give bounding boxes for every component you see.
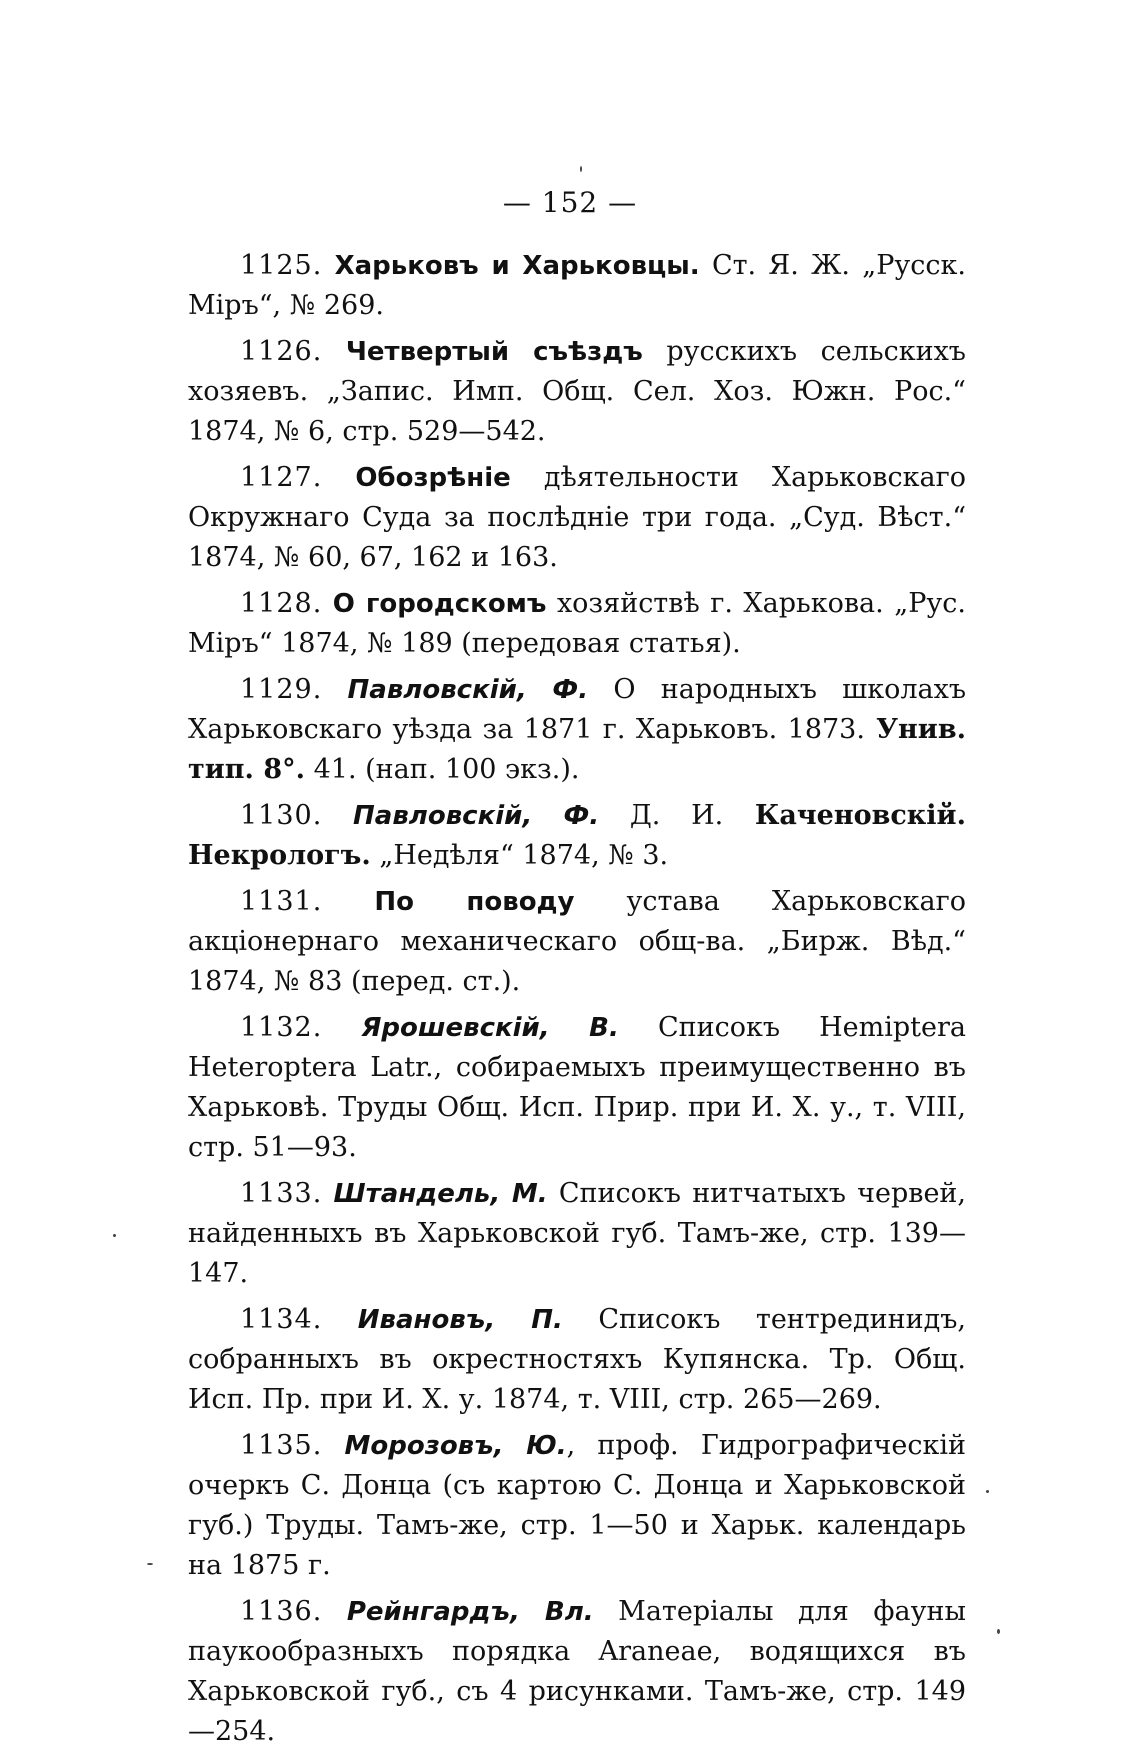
entry-author: Ивановъ, П. <box>357 1305 563 1335</box>
entry-emphasis: Унив. тип. 8°. <box>188 714 966 785</box>
scan-speck <box>986 1490 989 1493</box>
entry-author: Штандель, М. <box>333 1179 548 1209</box>
entry-text: хозяйствѣ г. Харькова. „Рус. Міръ“ 1874, № 189 (передовая статья). <box>188 588 966 659</box>
entry-number: 1131. <box>240 886 323 917</box>
entry-tail: 41. (нап. 100 экз.). <box>305 754 580 785</box>
entry-number: 1135. <box>240 1430 323 1461</box>
entry-heading: Четвертый съѣздъ <box>345 337 643 367</box>
bibliography-entry <box>188 332 966 452</box>
entry-text: Списокъ нитчатыхъ червей, найденныхъ въ Харьковской губ. Тамъ-же, стр. 139—147. <box>188 1178 966 1289</box>
entry-number: 1126. <box>240 336 323 367</box>
entry-text: устава Харьковскаго акціонернаго механическаго общ-ва. „Бирж. Вѣд.“ 1874, № 83 (перед. ст.). <box>188 886 966 997</box>
entry-number: 1125. <box>240 250 323 281</box>
bibliography-list <box>188 246 966 1758</box>
entry-author: Ярошевскій, В. <box>361 1013 619 1043</box>
entry-author: Павловскій, Ф. <box>353 801 600 831</box>
scan-speck <box>147 1563 153 1565</box>
bibliography-entry <box>188 670 966 790</box>
scan-speck <box>580 166 582 172</box>
bibliography-entry <box>188 246 966 326</box>
entry-number: 1128. <box>240 588 323 619</box>
entry-text: Матеріалы для фауны паукообразныхъ порядка Araneae, водящихся въ Харьковской губ., съ 4 рисунками. Тамъ-же, стр. 149—254. <box>188 1596 966 1747</box>
entry-number: 1127. <box>240 462 323 493</box>
entry-number: 1136. <box>240 1596 323 1627</box>
entry-heading: Харьковъ и Харьковцы. <box>334 251 700 281</box>
entry-author: Павловскій, Ф. <box>347 675 589 705</box>
bibliography-entry <box>188 1008 966 1168</box>
page-number: — 152 — <box>502 186 638 219</box>
entry-number: 1132. <box>240 1012 323 1043</box>
entry-number: 1129. <box>240 674 323 705</box>
entry-heading: По поводу <box>374 887 575 917</box>
entry-text: О народныхъ школахъ Харьковскаго уѣзда за 1871 г. Харьковъ. 1873. <box>188 674 966 745</box>
entry-emphasis: Каченовскій. Некрологъ. <box>188 800 966 871</box>
bibliography-entry <box>188 1426 966 1586</box>
entry-number: 1130. <box>240 800 323 831</box>
scan-speck <box>997 1629 1000 1634</box>
bibliography-entry <box>188 458 966 578</box>
entry-number: 1134. <box>240 1304 323 1335</box>
bibliography-entry <box>188 796 966 876</box>
entry-text: Списокъ Hemiptera Heteroptera Latr., собираемыхъ преимущественно въ Харьковѣ. Труды Общ. Исп. Прир. при И. Х. у., т. VIII, стр. 51—93. <box>188 1012 966 1163</box>
entry-text: Списокъ тентрединидъ, собранныхъ въ окрестностяхъ Купянска. Тр. Общ. Исп. Пр. при И. Х. у. 1874, т. VIII, стр. 265—269. <box>188 1304 967 1415</box>
entry-heading: Обозрѣніе <box>355 463 511 493</box>
entry-text: , проф. Гидрографическій очеркъ С. Донца (съ картою С. Донца и Харьковской губ.) Труды. Тамъ-же, стр. 1—50 и Харьк. календарь на 1875 г. <box>188 1430 966 1581</box>
entry-text: Д. И. <box>599 800 724 831</box>
entry-author: Морозовъ, Ю. <box>344 1431 567 1461</box>
entry-author: Рейнгардъ, Вл. <box>346 1597 594 1627</box>
scan-speck <box>113 1234 116 1237</box>
entry-text: Ст. Я. Ж. „Русск. Міръ“, № 269. <box>188 250 966 321</box>
entry-heading: О городскомъ <box>332 589 547 619</box>
bibliography-entry <box>188 584 966 664</box>
bibliography-entry <box>188 882 966 1002</box>
entry-number: 1133. <box>240 1178 323 1209</box>
entry-text: русскихъ сельскихъ хозяевъ. „Запис. Имп. Общ. Сел. Хоз. Южн. Рос.“ 1874, № 6, стр. 529—542. <box>188 336 966 447</box>
entry-text: дѣятельности Харьковскаго Окружнаго Суда за послѣдніе три года. „Суд. Вѣст.“ 1874, № 60, 67, 162 и 163. <box>188 462 966 573</box>
bibliography-entry <box>188 1174 966 1294</box>
entry-tail: „Недѣля“ 1874, № 3. <box>370 840 669 871</box>
bibliography-entry <box>188 1592 966 1752</box>
bibliography-entry <box>188 1300 966 1420</box>
